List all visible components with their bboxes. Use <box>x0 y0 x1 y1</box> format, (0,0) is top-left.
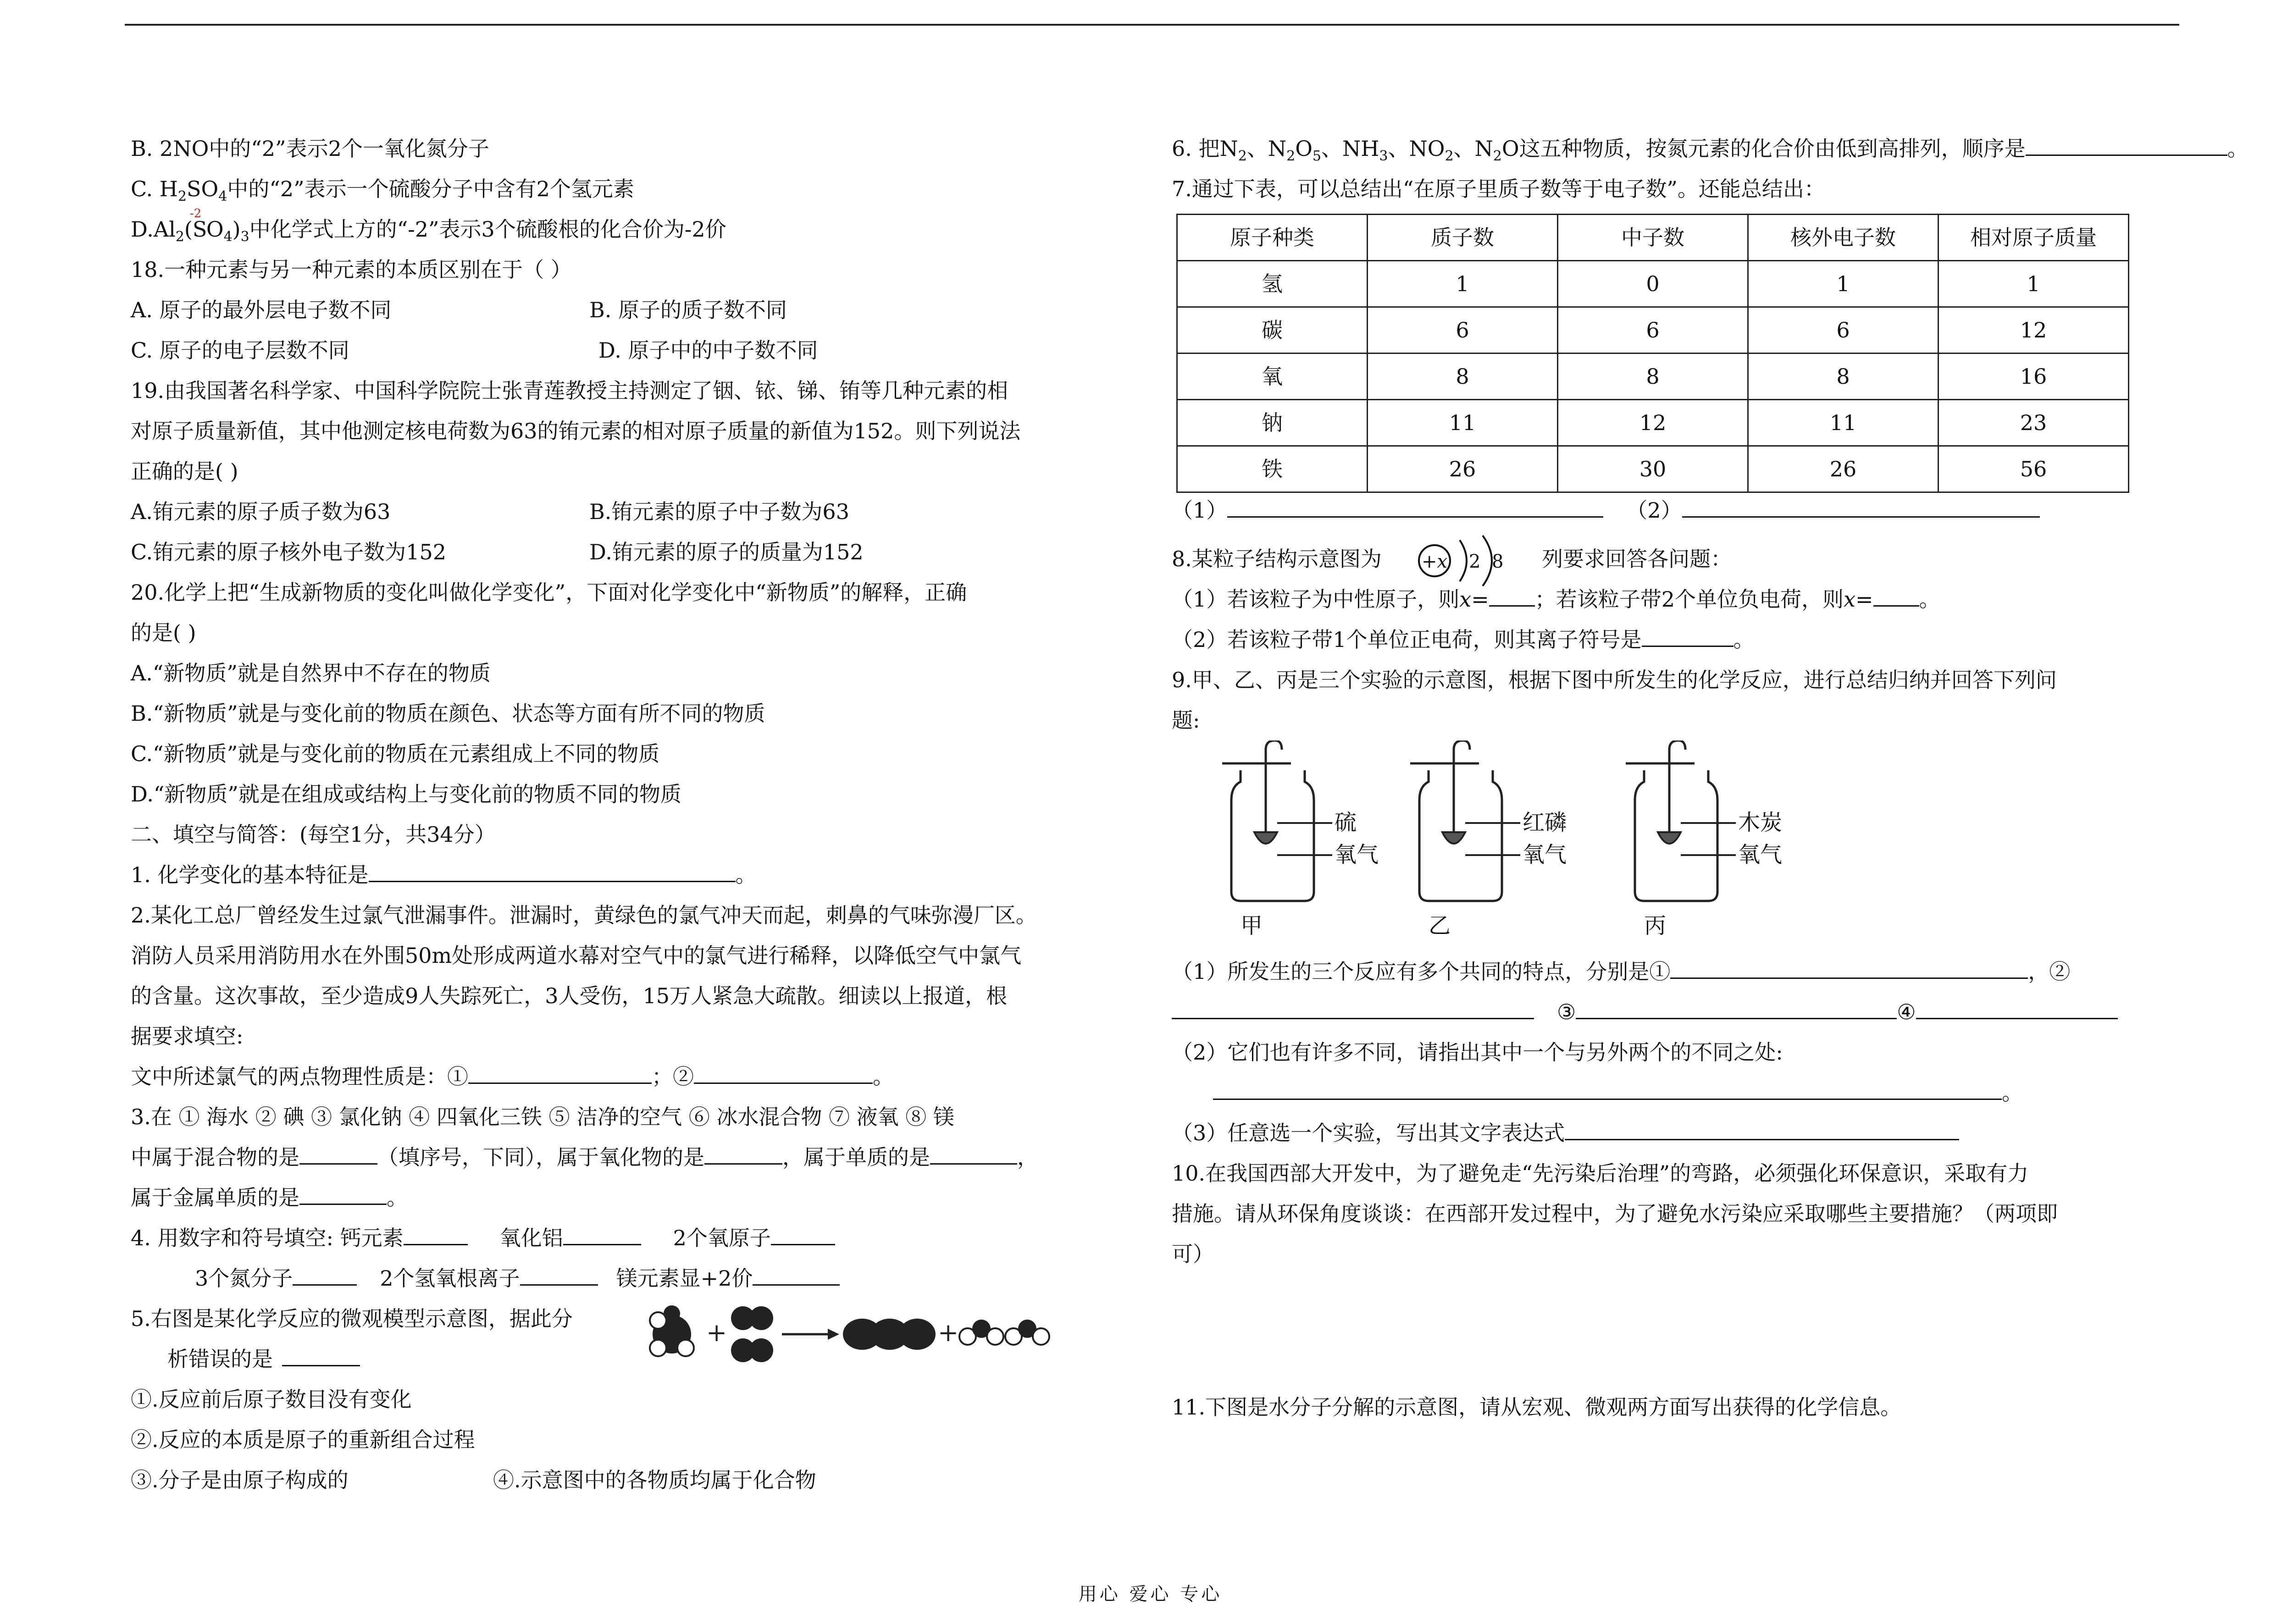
gas-label: 氧气 <box>1738 842 1783 867</box>
page-footer: 用心 爱心 专心 <box>1078 1584 1223 1605</box>
shell-electrons: 8 <box>1491 551 1503 572</box>
answer-blank[interactable] <box>1213 1075 2002 1100</box>
answer-blank[interactable] <box>520 1260 598 1286</box>
experiment-label: 丙 <box>1644 913 1667 939</box>
answer-blank[interactable] <box>369 857 736 882</box>
left-column <box>131 128 1140 1500</box>
table-cell: 8 <box>1368 354 1558 400</box>
table-cell: 23 <box>1939 400 2129 446</box>
shell-electrons: 2 <box>1468 551 1480 572</box>
answer-blank[interactable] <box>1565 1115 1959 1140</box>
experiment-jia <box>1222 740 1442 951</box>
q7-stem: 7.通过下表，可以总结出“在原子里质子数等于电子数”。还能总结出： <box>1172 177 1825 201</box>
q20-option-b: B.“新物质”就是与变化前的物质在颜色、状态等方面有所不同的物质 <box>131 701 765 726</box>
answer-blank[interactable] <box>282 1341 360 1366</box>
q8-part2: （2）若该粒子带1个单位正电荷，则其离子符号是 。 <box>1172 619 2171 660</box>
fill-q2-line4: 据要求填空: <box>131 1024 244 1049</box>
answer-blank[interactable] <box>468 1059 652 1084</box>
fill-q5-line2: 析错误的是 + + <box>131 1339 1140 1379</box>
table-cell: 6 <box>1558 307 1748 354</box>
electron-shell-arc <box>1483 536 1492 586</box>
table-cell: 12 <box>1939 307 2129 354</box>
table-cell: 26 <box>1368 446 1558 492</box>
table-cell: 氢 <box>1177 261 1368 307</box>
table-row <box>1177 307 2129 354</box>
q20-stem-line1: 20.化学上把“生成新物质的变化叫做化学变化”，下面对化学变化中“新物质”的解释，正确 <box>131 580 967 605</box>
atom <box>749 1306 773 1330</box>
charge-mark: -2 S <box>189 207 207 242</box>
experiment-bing <box>1626 740 1846 951</box>
fill-q1: 1. 化学变化的基本特征是 。 <box>131 855 1140 895</box>
arrow-head <box>828 1329 839 1340</box>
q9-part1-line1: （1）所发生的三个反应有多个共同的特点，分别是① ，② <box>1172 951 2171 992</box>
table-cell: 30 <box>1558 446 1748 492</box>
table-cell: 8 <box>1748 354 1939 400</box>
table-row <box>1177 400 2129 446</box>
q8-stem: 8.某粒子结构示意图为 +x 2 8 列要求回答各问题： <box>1172 524 2171 579</box>
answer-blank[interactable] <box>694 1059 873 1084</box>
table-cell: 6 <box>1748 307 1939 354</box>
q10-line3: 可） <box>1172 1242 1214 1266</box>
table-row <box>1177 446 2129 492</box>
answer-blank[interactable] <box>771 1220 835 1245</box>
table-header-row <box>1177 215 2129 261</box>
table-cell: 12 <box>1558 400 1748 446</box>
atom <box>677 1340 694 1356</box>
table-cell: 56 <box>1939 446 2129 492</box>
fill-q2-line1: 2.某化工总厂曾经发生过氯气泄漏事件。泄漏时，黄绿色的氯气冲天而起，刺鼻的气味弥漫厂区。 <box>131 903 1037 928</box>
q18-options-ab: A. 原子的最外层电子数不同 B. 原子的质子数不同 <box>131 298 787 322</box>
experiment-yi <box>1410 740 1630 951</box>
q9-part2-answer: 。 <box>1172 1072 2171 1113</box>
answer-blank[interactable] <box>293 1260 357 1286</box>
answer-space[interactable] <box>1172 1274 2171 1355</box>
atom <box>1033 1328 1049 1345</box>
q17-option-b: B. 2NO中的“2”表示2个一氧化氮分子 <box>131 136 489 161</box>
fill-q4-line1: 4. 用数字和符号填空: 钙元素 氧化铝 2个氧原子 <box>131 1218 1140 1258</box>
answer-blank[interactable] <box>704 1139 782 1165</box>
answer-blank[interactable] <box>1873 581 1919 607</box>
electron-shell-arc <box>1460 540 1467 581</box>
plus-sign: + <box>938 1318 959 1347</box>
q18-options-cd: C. 原子的电子层数不同 D. 原子中的中子数不同 <box>131 338 818 363</box>
gas-label: 氧气 <box>1335 842 1379 867</box>
table-cell: 11 <box>1368 400 1558 446</box>
q9-part2: （2）它们也有许多不同，请指出其中一个与另外两个的不同之处: <box>1172 1040 1783 1065</box>
table-row <box>1177 261 2129 307</box>
fill-q2-line3: 的含量。这次事故，至少造成9人失踪死亡，3人受伤，15万人紧急大疏散。细读以上报道，根 <box>131 983 1008 1008</box>
q17-option-c: C. $H_2SO_4$中的“2”表示一个硫酸分子中含有2个氢元素 <box>131 177 634 205</box>
q6: 6. 把$N_2$、$N_2O_5$、$NH_3$、$NO_2$、$N_2O$这五种物质，按氮元素的化合价由低到高排列，顺序是 。 <box>1172 128 2171 169</box>
table-cell: 6 <box>1368 307 1558 354</box>
table-cell: 钠 <box>1177 400 1368 446</box>
answer-blank[interactable] <box>1682 498 2040 518</box>
q20-stem-line2: 的是( ) <box>131 620 196 645</box>
experiment-label: 乙 <box>1429 913 1451 939</box>
answer-blank[interactable] <box>1227 498 1603 518</box>
q19-stem-line1: 19.由我国著名科学家、中国科学院院士张青莲教授主持测定了铟、铱、锑、铕等几种元素的相 <box>131 378 1008 403</box>
table-header: 核外电子数 <box>1748 215 1939 261</box>
table-cell: 0 <box>1558 261 1748 307</box>
fill-q5-options34: ③.分子是由原子构成的 ④.示意图中的各物质均属于化合物 <box>131 1468 816 1492</box>
answer-blank[interactable] <box>1576 994 1897 1019</box>
table-cell: 氧 <box>1177 354 1368 400</box>
fill-q2-line5: 文中所述氯气的两点物理性质是：① ；② 。 <box>131 1056 1140 1097</box>
atom-data-table <box>1176 214 2129 493</box>
table-cell: 11 <box>1748 400 1939 446</box>
answer-blank[interactable] <box>1172 994 1534 1019</box>
nucleus-charge: +x <box>1421 551 1447 572</box>
atom <box>749 1338 773 1362</box>
q7-answers: （1） （2） <box>1172 497 2171 524</box>
q19-stem-line3: 正确的是( ) <box>131 459 238 484</box>
table-cell: 8 <box>1558 354 1748 400</box>
plus-sign: + <box>706 1318 727 1347</box>
table-row <box>1177 354 2129 400</box>
table-header: 中子数 <box>1558 215 1748 261</box>
atom <box>899 1319 936 1350</box>
fill-q3-line3: 属于金属单质的是 。 <box>131 1177 1140 1218</box>
q20-option-a: A.“新物质”就是自然界中不存在的物质 <box>131 661 491 685</box>
q20-option-d: D.“新物质”就是在组成或结构上与变化前的物质不同的物质 <box>131 782 681 806</box>
reactant-label: 木炭 <box>1738 810 1783 835</box>
fill-q5-option2: ②.反应的本质是原子的重新组合过程 <box>131 1427 475 1452</box>
answer-blank[interactable] <box>404 1220 468 1245</box>
right-column <box>1172 128 2249 1427</box>
q10-line1: 10.在我国西部大开发中，为了避免走“先污染后治理”的弯路，必须强化环保意识，采取有力 <box>1172 1161 2029 1186</box>
experiment-label: 甲 <box>1241 913 1263 939</box>
q20-option-c: C.“新物质”就是与变化前的物质在元素组成上不同的物质 <box>131 741 660 766</box>
table-cell: 铁 <box>1177 446 1368 492</box>
q18-stem: 18.一种元素与另一种元素的本质区别在于（ ） <box>131 257 572 282</box>
fill-q3-line2: 中属于混合物的是 （填序号，下同），属于氧化物的是 ，属于单质的是 ， <box>131 1137 1140 1177</box>
answer-blank[interactable] <box>753 1260 840 1286</box>
table-cell: 1 <box>1748 261 1939 307</box>
q8-part1: （1）若该粒子为中性原子，则x= ；若该粒子带2个单位负电荷，则x= 。 <box>1172 579 2171 619</box>
experiment-figures <box>1172 740 2171 951</box>
q19-options-cd: C.铕元素的原子核外电子数为152 D.铕元素的原子的质量为152 <box>131 540 864 564</box>
q11: 11.下图是水分子分解的示意图，请从宏观、微观两方面写出获得的化学信息。 <box>1172 1395 1902 1420</box>
table-cell: 1 <box>1939 261 2129 307</box>
answer-blank[interactable] <box>930 1139 1017 1165</box>
table-cell: 26 <box>1748 446 1939 492</box>
header-rule <box>125 24 2179 26</box>
fill-q5-line1: 5.右图是某化学反应的微观模型示意图，据此分 <box>131 1306 573 1331</box>
q9-stem-line1: 9.甲、乙、丙是三个实验的示意图，根据下图中所发生的化学反应，进行总结归纳并回答下列问 <box>1172 668 2057 692</box>
fill-q4-line2: 3个氮分子 2个氢氧根离子 镁元素显+2价 <box>131 1258 1140 1298</box>
answer-blank[interactable] <box>1489 581 1535 607</box>
q9-stem-line2: 题: <box>1172 708 1200 733</box>
answer-blank[interactable] <box>1670 954 2028 979</box>
table-header: 质子数 <box>1368 215 1558 261</box>
atom <box>650 1340 666 1356</box>
section-two-heading: 二、填空与简答：(每空1分，共34分） <box>131 822 496 847</box>
atom <box>664 1305 680 1322</box>
fill-q3-line1: 3.在 ① 海水 ② 碘 ③ 氯化钠 ④ 四氧化三铁 ⑤ 洁净的空气 ⑥ 冰水混合物 ⑦ 液氧 ⑧ 镁 <box>131 1105 954 1129</box>
reactant-label: 硫 <box>1335 810 1357 835</box>
reaction-model-diagram <box>644 1298 1057 1375</box>
q9-part3: （3）任意选一个实验，写出其文字表达式 <box>1172 1113 2171 1153</box>
atom <box>987 1328 1003 1345</box>
answer-blank[interactable] <box>2026 131 2227 156</box>
gas-label: 氧气 <box>1523 842 1567 867</box>
table-header: 原子种类 <box>1177 215 1368 261</box>
fill-q5-option1: ①.反应前后原子数目没有变化 <box>131 1387 412 1412</box>
q19-options-ab: A.铕元素的原子质子数为63 B.铕元素的原子中子数为63 <box>131 499 849 524</box>
table-header: 相对原子质量 <box>1939 215 2129 261</box>
answer-blank[interactable] <box>299 1180 387 1205</box>
answer-blank[interactable] <box>1916 994 2118 1019</box>
q17-option-d: $D.Al_2$( -2 $SO_4)_3$中化学式上方的“-2”表示3个硫酸根的化合价为-2价 <box>131 209 1140 249</box>
answer-blank[interactable] <box>563 1220 641 1245</box>
answer-blank[interactable] <box>1642 622 1734 647</box>
fill-q2-line2: 消防人员采用消防用水在外围50m处形成两道水幕对空气中的氯气进行稀释，以降低空气中氯气 <box>131 943 1022 968</box>
table-cell: 碳 <box>1177 307 1368 354</box>
reactant-label: 红磷 <box>1523 810 1567 835</box>
q10-line2: 措施。请从环保角度谈谈：在西部开发过程中，为了避免水污染应采取哪些主要措施？（两项即 <box>1172 1201 2058 1226</box>
answer-blank[interactable] <box>299 1139 377 1165</box>
table-cell: 1 <box>1368 261 1558 307</box>
table-cell: 16 <box>1939 354 2129 400</box>
q19-stem-line2: 对原子质量新值，其中他测定核电荷数为63的铕元素的相对原子质量的新值为152。则下列说法 <box>131 419 1021 443</box>
q9-part1-line2: ③ ④ <box>1172 992 2171 1032</box>
